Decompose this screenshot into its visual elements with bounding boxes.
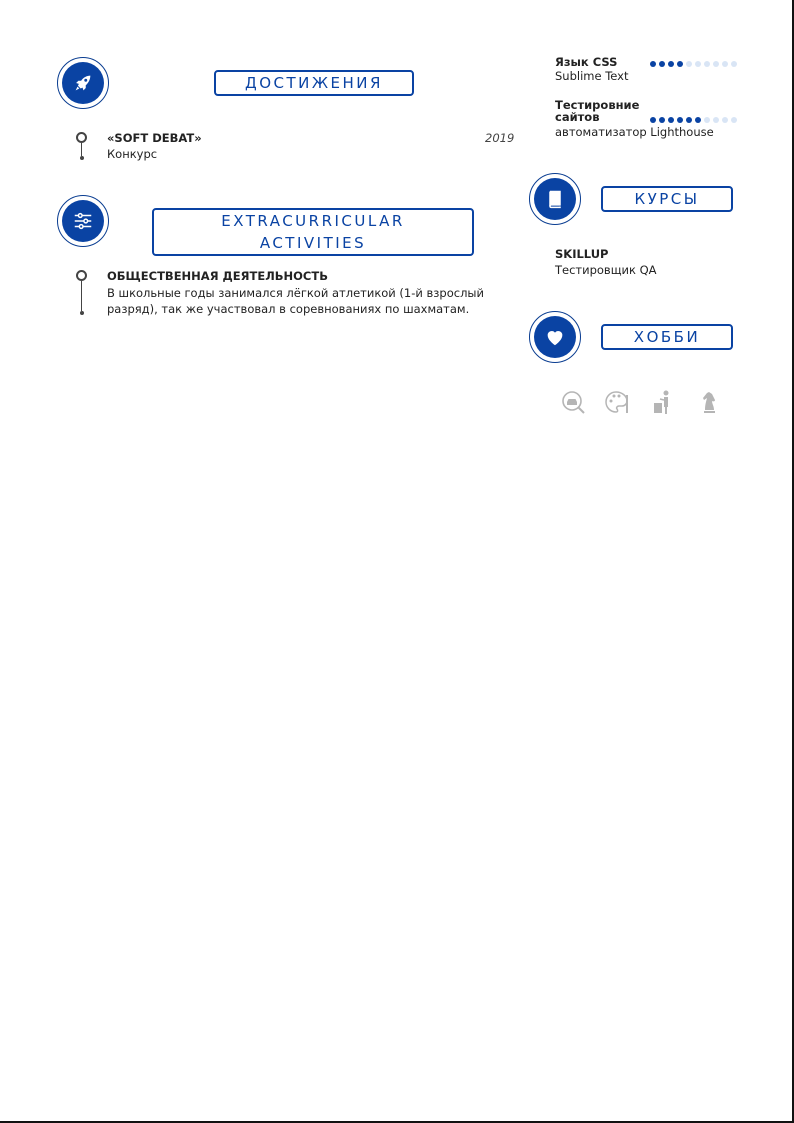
skill-dot-empty (731, 117, 737, 123)
skill-dot-filled (650, 61, 656, 67)
skill-dot-empty (704, 61, 710, 67)
skill-dot-filled (686, 117, 692, 123)
skill-sub: автоматизатор Lighthouse (555, 125, 714, 139)
skill-level-dots (650, 117, 737, 123)
timeline-end (80, 156, 84, 160)
timeline-line (81, 143, 82, 156)
skill-dot-filled (650, 117, 656, 123)
skill-name: Язык CSS (555, 55, 618, 69)
activity-name: ОБЩЕСТВЕННАЯ ДЕЯТЕЛЬНОСТЬ (107, 269, 328, 283)
achievement-desc: Конкурс (107, 147, 158, 161)
courses-title: КУРСЫ (601, 186, 733, 212)
car-search-icon (560, 389, 586, 415)
achievements-title: ДОСТИЖЕНИЯ (214, 70, 414, 96)
skill-dot-filled (695, 117, 701, 123)
extracurricular-title: EXTRACURRICULAR ACTIVITIES (152, 208, 474, 256)
skill-name: Тестировние сайтов (555, 98, 640, 124)
skill-dot-filled (668, 61, 674, 67)
skill-dot-filled (677, 117, 683, 123)
achievement-year: 2019 (485, 131, 515, 145)
rocket-icon (72, 72, 94, 94)
timeline-line (81, 281, 82, 311)
skill-dot-filled (677, 61, 683, 67)
skill-dot-empty (722, 117, 728, 123)
skill-dot-filled (659, 61, 665, 67)
sliders-icon (72, 210, 94, 232)
skill-dot-empty (713, 61, 719, 67)
activity-desc: В школьные годы занимался лёгкой атлетикой (1-й взрослый разряд), так же участвовал в соревнованиях по шахматам. (107, 286, 484, 316)
palette-icon (604, 389, 630, 415)
skill-level-dots (650, 61, 737, 67)
timeline-dot (76, 270, 87, 281)
skill-sub: Sublime Text (555, 69, 629, 83)
achievements-section-icon (57, 57, 109, 109)
achievement-name: «SOFT DEBAT» (107, 131, 202, 145)
skill-dot-empty (695, 61, 701, 67)
extracurricular-section-icon (57, 195, 109, 247)
skill-dot-empty (731, 61, 737, 67)
chess-knight-icon (695, 389, 721, 415)
book-icon (545, 189, 565, 209)
timeline-end (80, 311, 84, 315)
skill-dot-empty (713, 117, 719, 123)
hobbies-title: ХОББИ (601, 324, 733, 350)
hobbies-section-icon (529, 311, 581, 363)
skill-dot-filled (659, 117, 665, 123)
skill-dot-empty (686, 61, 692, 67)
heart-icon (544, 326, 566, 348)
timeline-dot (76, 132, 87, 143)
courses-section-icon (529, 173, 581, 225)
skill-dot-empty (704, 117, 710, 123)
worker-icon (650, 389, 676, 415)
course-desc: Тестировщик QA (555, 263, 657, 277)
skill-dot-filled (668, 117, 674, 123)
course-name: SKILLUP (555, 247, 609, 261)
skill-dot-empty (722, 61, 728, 67)
